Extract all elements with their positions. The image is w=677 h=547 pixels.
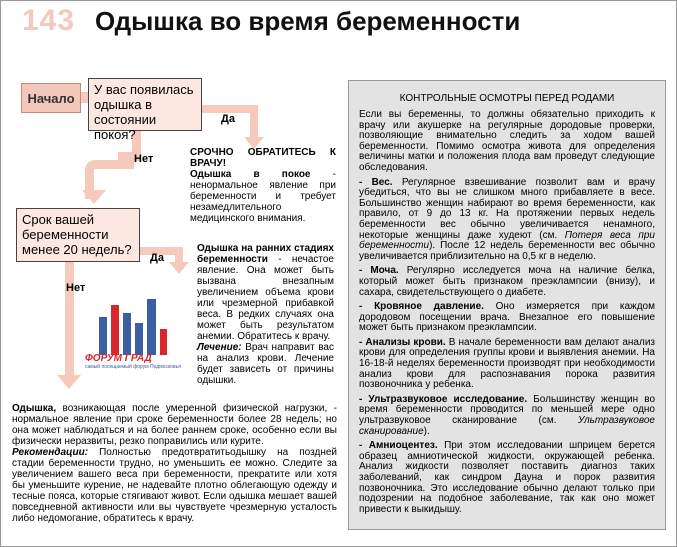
urgent-heading: СРОЧНО ОБРАТИТЕСЬ К ВРАЧУ! [190,147,336,169]
yes-label-1: Да [221,113,235,125]
page-number: 143 [22,4,76,37]
panel-item-blood-pressure: - Кровяное давление. Оно измеряется при каждом дородовом посещении врача. Внезапное его повышение может быть признаком преэклампсии. [359,301,655,334]
prenatal-checkups-panel [348,80,666,530]
late-text: Одышка, возникающая после умеренной физической нагрузки, - нормальное явление при сроке беременности более 28 недель; но она может наблюдаться и на более раннем сроке, особенно если вы физически неразвиты, резко поправились или курите. Рекомендации: Полностью предотвратитьодышку на поздней стадии беременности трудно, но уменьшить ее можно. Следите за увеличением вашего веса при беременности, прекратите или хотя бы уменьшите курение, не надевайте плотно облегающую одежду и тесные пояса, которые стягивают живот. Если одышка мешает вашей повседневной активности или вы чувствуете чрезмерную усталость либо недомогание, обратитесь к врачу. [12,403,337,524]
logo-name: ФОРУМ ГРАД [85,353,152,364]
no-label-2: Нет [66,282,86,294]
panel-heading: КОНТРОЛЬНЫЕ ОСМОТРЫ ПЕРЕД РОДАМИ [399,93,615,104]
early-text: Одышка на ранних стадиях беременности - нечастое явление. Она может быть вызвана внезапным увеличением объема крови или чрезмерной прибавкой веса. В редких случаях она может быть результатом анемии. Обратитесь к врачу. Лечение: Врач направит вас на анализ крови. Лечение будет зависеть от причины одышки. [197,243,334,386]
panel-item-blood-tests: - Анализы крови. В начале беременности вам делают анализ крови для определения группы крови и выявления анемии. На 16-18-й неделях беременности производят при необходимости анализ крови для распознавания порока развития позвоночника у ребенка. [359,336,655,391]
question-2-box: Срок вашей беременности менее 20 недель? [16,208,140,262]
forum-logo [85,295,190,370]
flow-start: Начало [21,83,81,113]
urgent-text: Одышка в покое - ненормальное явление при беременности и требует незамедлительного медицинского внимания. [190,169,336,224]
yes-label-2: Да [150,252,164,264]
page-title: Одышка во время беременности [95,6,521,36]
panel-item-weight: - Вес. Регулярное взвешивание позволит вам и врачу убедиться, что вы не слишком много прибавляете в весе. Большинство женщин набирают во время беременности, как правило, от 9 до 13 кг. На протяжении первых недель беременности вес обычно увеличивается ненамного, некоторые женщины даже худеют (см. Потеря веса при беременности). После 12 недель беременности вес обычно увеличивается приблизительно на 0,5 кг в неделю. [359,176,655,262]
no-label-1: Нет [134,153,154,165]
panel-item-amniocentesis: - Амниоцентез. При этом исследовании шприцем берется образец амниотической жидкости, окружающей ребенка. Анализ жидкости позволяет поставить диагноз таких заболеваний, как синдром Дауна и порок развития позвоночника. Это исследование обычно делают только при подозрении на подобное заболевание, так как оно может привести к выкидышу. [359,440,655,515]
logo-tagline: самый посещаемый форум Подмосковья [85,364,181,370]
panel-item-urine: - Моча. Регулярно исследуется моча на наличие белка, который может быть признаком преэклампсии (внизу), и сахара, свидетельствующего о диабете. [359,265,655,298]
question-1-box: У вас появилась одышка в состоянии покоя? [88,78,202,131]
panel-intro: Если вы беременны, то должны обязательно приходить к врачу или акушерке на регулярные дородовые проверки, позволяющие внимательно следить за ходом вашей беременности. Помимо осмотра живота для определения величины матки и положения плода вам проведут следующие обследования. [359,109,655,173]
panel-item-ultrasound: - Ультразвуковое исследование. Большинству женщин во время беременности проводится по меньшей мере одно ультразвуковое сканирование (см. Ультразвуковое сканирование). [359,393,656,437]
